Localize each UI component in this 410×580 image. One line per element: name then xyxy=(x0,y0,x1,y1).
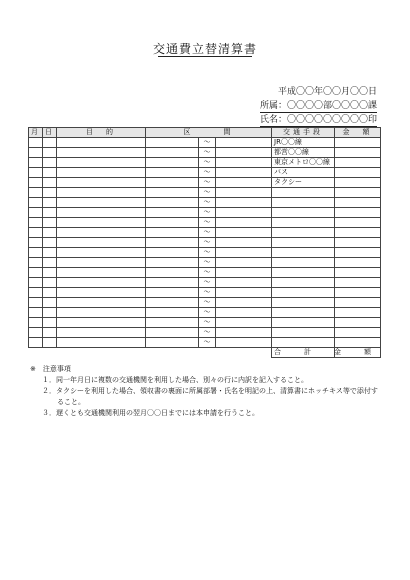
section-to-cell[interactable] xyxy=(216,178,272,188)
table-row xyxy=(29,328,381,338)
purpose-cell[interactable] xyxy=(57,268,146,278)
table-row xyxy=(29,178,381,188)
amount-cell[interactable] xyxy=(335,318,381,328)
section-from-cell[interactable] xyxy=(146,308,199,318)
amount-cell[interactable] xyxy=(335,208,381,218)
section-to-cell[interactable] xyxy=(216,228,272,238)
section-from-cell[interactable] xyxy=(146,148,199,158)
month-cell[interactable] xyxy=(29,338,43,348)
header-transport: 交通手段 xyxy=(272,128,335,138)
month-cell[interactable] xyxy=(29,208,43,218)
section-from-cell[interactable] xyxy=(146,168,199,178)
section-tilde-cell[interactable]: 〜 xyxy=(199,268,216,278)
section-from-cell[interactable] xyxy=(146,278,199,288)
table-body xyxy=(29,138,381,358)
purpose-cell[interactable] xyxy=(57,198,146,208)
day-cell[interactable] xyxy=(43,158,57,168)
section-to-cell[interactable] xyxy=(216,298,272,308)
section-from-cell[interactable] xyxy=(146,208,199,218)
section-from-cell[interactable] xyxy=(146,158,199,168)
section-to-cell[interactable] xyxy=(216,158,272,168)
section-from-cell[interactable] xyxy=(146,198,199,208)
amount-cell[interactable] xyxy=(335,308,381,318)
notes-heading: ※ 注意事項 xyxy=(30,365,71,373)
transport-cell[interactable] xyxy=(272,328,335,338)
amount-cell[interactable] xyxy=(335,298,381,308)
month-cell[interactable] xyxy=(29,198,43,208)
section-to-cell[interactable] xyxy=(216,198,272,208)
section-to-cell[interactable] xyxy=(216,148,272,158)
day-cell[interactable] xyxy=(43,168,57,178)
amount-cell[interactable] xyxy=(335,268,381,278)
purpose-cell[interactable] xyxy=(57,338,146,348)
document-title: 交通費立替清算書 xyxy=(152,42,257,56)
table-row xyxy=(29,308,381,318)
amount-cell[interactable] xyxy=(335,228,381,238)
day-cell[interactable] xyxy=(43,248,57,258)
purpose-cell[interactable] xyxy=(57,278,146,288)
note-item: ３．遅くとも交通機関利用の翌月〇〇日までには本申請を行うこと。 xyxy=(42,409,259,417)
section-tilde-cell[interactable]: 〜 xyxy=(199,198,216,208)
day-cell[interactable] xyxy=(43,198,57,208)
section-tilde-cell[interactable]: 〜 xyxy=(199,148,216,158)
section-to-cell[interactable] xyxy=(216,318,272,328)
day-cell[interactable] xyxy=(43,218,57,228)
section-from-cell[interactable] xyxy=(146,178,199,188)
name-field xyxy=(260,112,377,125)
amount-cell[interactable] xyxy=(335,238,381,248)
amount-cell[interactable] xyxy=(335,288,381,298)
expense-table xyxy=(28,127,381,358)
section-from-cell[interactable] xyxy=(146,288,199,298)
section-to-cell[interactable] xyxy=(216,278,272,288)
header-month: 月 xyxy=(29,128,43,138)
section-tilde-cell[interactable]: 〜 xyxy=(199,298,216,308)
table-row xyxy=(29,338,381,348)
month-cell[interactable] xyxy=(29,228,43,238)
total-label: 合 計 金 額 xyxy=(272,348,335,358)
section-from-cell[interactable] xyxy=(146,188,199,198)
section-tilde-cell[interactable]: 〜 xyxy=(199,248,216,258)
section-tilde-cell[interactable]: 〜 xyxy=(199,238,216,248)
section-tilde-cell[interactable]: 〜 xyxy=(199,308,216,318)
table-header-row xyxy=(29,128,381,138)
amount-cell[interactable] xyxy=(335,278,381,288)
day-cell[interactable] xyxy=(43,138,57,148)
transport-cell[interactable] xyxy=(272,298,335,308)
purpose-cell[interactable] xyxy=(57,188,146,198)
amount-cell[interactable] xyxy=(335,258,381,268)
day-cell[interactable] xyxy=(43,178,57,188)
table-row xyxy=(29,288,381,298)
amount-cell[interactable] xyxy=(335,168,381,178)
table-row xyxy=(29,238,381,248)
transport-cell[interactable]: JR〇〇線 xyxy=(272,138,335,148)
purpose-cell[interactable] xyxy=(57,138,146,148)
section-from-cell[interactable] xyxy=(146,338,199,348)
section-tilde-cell[interactable]: 〜 xyxy=(199,168,216,178)
table-row xyxy=(29,268,381,278)
section-to-cell[interactable] xyxy=(216,308,272,318)
day-cell[interactable] xyxy=(43,268,57,278)
section-to-cell[interactable] xyxy=(216,258,272,268)
transport-cell[interactable]: バス xyxy=(272,168,335,178)
section-from-cell[interactable] xyxy=(146,138,199,148)
transport-cell[interactable] xyxy=(272,228,335,238)
day-cell[interactable] xyxy=(43,318,57,328)
transport-cell[interactable] xyxy=(272,208,335,218)
amount-cell[interactable] xyxy=(335,158,381,168)
note-item: １．同一年月日に複数の交通機関を利用した場合、別々の行に内訳を記入すること。 xyxy=(42,376,308,384)
transport-cell[interactable] xyxy=(272,278,335,288)
month-cell[interactable] xyxy=(29,188,43,198)
month-cell[interactable] xyxy=(29,238,43,248)
table-row xyxy=(29,318,381,328)
transport-cell[interactable] xyxy=(272,268,335,278)
name-text: 氏名：〇〇〇〇〇〇〇〇〇印 xyxy=(259,115,377,125)
month-cell[interactable] xyxy=(29,328,43,338)
header-purpose: 目 的 xyxy=(57,128,146,138)
purpose-cell[interactable] xyxy=(57,208,146,218)
day-cell[interactable] xyxy=(43,278,57,288)
month-cell[interactable] xyxy=(29,138,43,148)
section-from-cell[interactable] xyxy=(146,218,199,228)
amount-cell[interactable] xyxy=(335,338,381,348)
purpose-cell[interactable] xyxy=(57,168,146,178)
transport-cell[interactable]: タクシー xyxy=(272,178,335,188)
notes-list xyxy=(30,375,378,419)
transport-cell[interactable]: 都営〇〇線 xyxy=(272,148,335,158)
notes-section xyxy=(30,364,378,419)
section-to-cell[interactable] xyxy=(216,208,272,218)
section-from-cell[interactable] xyxy=(146,268,199,278)
month-cell[interactable] xyxy=(29,258,43,268)
section-tilde-cell[interactable]: 〜 xyxy=(199,228,216,238)
day-cell[interactable] xyxy=(43,208,57,218)
purpose-cell[interactable] xyxy=(57,258,146,268)
transport-cell[interactable] xyxy=(272,198,335,208)
day-cell[interactable] xyxy=(43,288,57,298)
section-tilde-cell[interactable]: 〜 xyxy=(199,218,216,228)
section-tilde-cell[interactable]: 〜 xyxy=(199,258,216,268)
day-cell[interactable] xyxy=(43,308,57,318)
amount-cell[interactable] xyxy=(335,138,381,148)
note-item-continuation: ること。 xyxy=(57,398,85,406)
note-item: ２．タクシーを利用した場合、領収書の裏面に所属部署・氏名を明記の上、清算書にホッチキス等で添付す xyxy=(42,387,378,395)
table-row xyxy=(29,228,381,238)
purpose-cell[interactable] xyxy=(57,178,146,188)
purpose-cell[interactable] xyxy=(57,238,146,248)
table-row xyxy=(29,278,381,288)
table-row xyxy=(29,148,381,158)
amount-cell[interactable] xyxy=(335,328,381,338)
section-from-cell[interactable] xyxy=(146,258,199,268)
day-cell[interactable] xyxy=(43,258,57,268)
purpose-cell[interactable] xyxy=(57,248,146,258)
section-tilde-cell[interactable]: 〜 xyxy=(199,158,216,168)
section-from-cell[interactable] xyxy=(146,318,199,328)
table-row xyxy=(29,188,381,198)
purpose-cell[interactable] xyxy=(57,328,146,338)
section-tilde-cell[interactable]: 〜 xyxy=(199,208,216,218)
section-tilde-cell[interactable]: 〜 xyxy=(199,328,216,338)
table-row xyxy=(29,198,381,208)
table-row xyxy=(29,218,381,228)
purpose-cell[interactable] xyxy=(57,218,146,228)
amount-cell[interactable] xyxy=(335,178,381,188)
purpose-cell[interactable] xyxy=(57,148,146,158)
section-tilde-cell[interactable]: 〜 xyxy=(199,288,216,298)
section-to-cell[interactable] xyxy=(216,338,272,348)
section-tilde-cell[interactable]: 〜 xyxy=(199,188,216,198)
month-cell[interactable] xyxy=(29,148,43,158)
section-tilde-cell[interactable]: 〜 xyxy=(199,138,216,148)
day-cell[interactable] xyxy=(43,228,57,238)
section-to-cell[interactable] xyxy=(216,268,272,278)
month-cell[interactable] xyxy=(29,248,43,258)
transport-cell[interactable] xyxy=(272,288,335,298)
table-row xyxy=(29,258,381,268)
purpose-cell[interactable] xyxy=(57,308,146,318)
transport-cell[interactable] xyxy=(272,318,335,328)
header-section: 区 間 xyxy=(146,128,272,138)
amount-cell[interactable] xyxy=(335,248,381,258)
purpose-cell[interactable] xyxy=(57,288,146,298)
day-cell[interactable] xyxy=(43,338,57,348)
month-cell[interactable] xyxy=(29,178,43,188)
purpose-cell[interactable] xyxy=(57,298,146,308)
table-row xyxy=(29,298,381,308)
transport-cell[interactable] xyxy=(272,238,335,248)
section-to-cell[interactable] xyxy=(216,168,272,178)
section-tilde-cell[interactable]: 〜 xyxy=(199,318,216,328)
transport-cell[interactable] xyxy=(272,188,335,198)
table-row xyxy=(29,208,381,218)
section-to-cell[interactable] xyxy=(216,188,272,198)
date-field: 平成〇〇年〇〇月〇〇日 xyxy=(277,87,377,97)
purpose-cell[interactable] xyxy=(57,228,146,238)
department-text: 所属：〇〇〇〇部〇〇〇〇課 xyxy=(259,101,377,111)
title-underline xyxy=(158,56,252,57)
month-cell[interactable] xyxy=(29,318,43,328)
section-tilde-cell[interactable]: 〜 xyxy=(199,178,216,188)
transport-cell[interactable] xyxy=(272,258,335,268)
header-amount: 金 額 xyxy=(335,128,381,138)
month-cell[interactable] xyxy=(29,268,43,278)
section-from-cell[interactable] xyxy=(146,298,199,308)
month-cell[interactable] xyxy=(29,298,43,308)
day-cell[interactable] xyxy=(43,298,57,308)
section-tilde-cell[interactable]: 〜 xyxy=(199,278,216,288)
day-cell[interactable] xyxy=(43,188,57,198)
month-cell[interactable] xyxy=(29,308,43,318)
day-cell[interactable] xyxy=(43,328,57,338)
month-cell[interactable] xyxy=(29,168,43,178)
total-row xyxy=(29,348,381,358)
day-cell[interactable] xyxy=(43,238,57,248)
amount-cell[interactable] xyxy=(335,198,381,208)
total-spacer xyxy=(29,348,272,358)
section-from-cell[interactable] xyxy=(146,228,199,238)
section-from-cell[interactable] xyxy=(146,238,199,248)
amount-cell[interactable] xyxy=(335,148,381,158)
amount-cell[interactable] xyxy=(335,188,381,198)
month-cell[interactable] xyxy=(29,278,43,288)
section-from-cell[interactable] xyxy=(146,248,199,258)
month-cell[interactable] xyxy=(29,288,43,298)
month-cell[interactable] xyxy=(29,218,43,228)
day-cell[interactable] xyxy=(43,148,57,158)
header-day: 日 xyxy=(43,128,57,138)
transport-cell[interactable] xyxy=(272,338,335,348)
table-row xyxy=(29,168,381,178)
purpose-cell[interactable] xyxy=(57,158,146,168)
amount-cell[interactable] xyxy=(335,218,381,228)
table-row xyxy=(29,158,381,168)
section-to-cell[interactable] xyxy=(216,238,272,248)
month-cell[interactable] xyxy=(29,158,43,168)
section-tilde-cell[interactable]: 〜 xyxy=(199,338,216,348)
section-to-cell[interactable] xyxy=(216,288,272,298)
section-from-cell[interactable] xyxy=(146,328,199,338)
purpose-cell[interactable] xyxy=(57,318,146,328)
department-field xyxy=(260,98,377,111)
transport-cell[interactable] xyxy=(272,248,335,258)
transport-cell[interactable] xyxy=(272,218,335,228)
section-to-cell[interactable] xyxy=(216,218,272,228)
transport-cell[interactable] xyxy=(272,308,335,318)
transport-cell[interactable]: 東京メトロ〇〇線 xyxy=(272,158,335,168)
section-to-cell[interactable] xyxy=(216,328,272,338)
table-row xyxy=(29,248,381,258)
table-row xyxy=(29,138,381,148)
section-to-cell[interactable] xyxy=(216,138,272,148)
section-to-cell[interactable] xyxy=(216,248,272,258)
